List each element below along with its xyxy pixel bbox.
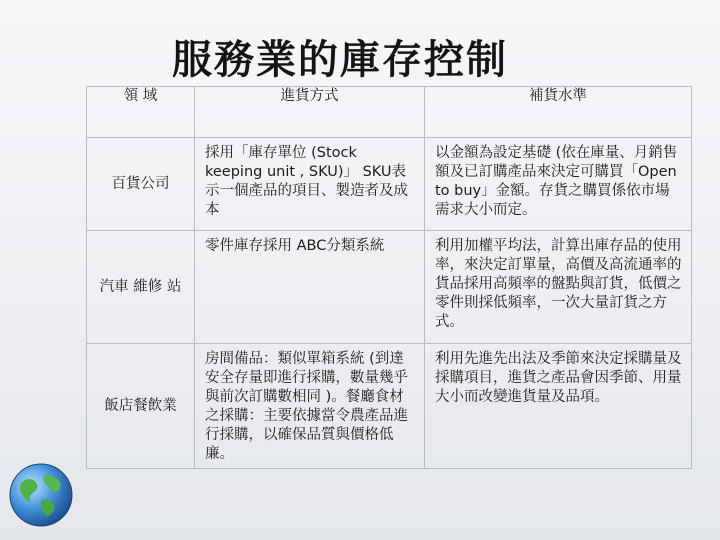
- row-level: [425, 138, 692, 231]
- row-method: [195, 231, 425, 344]
- slide-title: 服務業的庫存控制: [172, 37, 508, 83]
- row-level: [425, 231, 692, 344]
- row-level-text: 利用加權平均法，計算出庫存品的使用率，來決定訂單量，高價及高流通率的貨品採用高頻率的盤點與訂貨，低價之零件則採低頻率，一次大量訂貨之方式。: [435, 238, 682, 330]
- header-level: 補貨水準: [425, 87, 692, 138]
- globe-icon: [8, 462, 74, 528]
- inventory-table: [86, 86, 692, 469]
- table-header-row: [87, 87, 692, 138]
- row-domain: 百貨公司: [87, 138, 195, 231]
- header-domain: 領 域: [87, 87, 195, 138]
- header-method: 進貨方式: [195, 87, 425, 138]
- row-level-text: 利用先進先出法及季節來決定採購量及採購項目，進貨之產品會因季節、用量大小而改變進貨量及品項。: [435, 351, 682, 405]
- row-method: [195, 344, 425, 469]
- row-method-text: 零件庫存採用 ABC分類系統: [205, 238, 385, 254]
- row-method: [195, 138, 425, 231]
- row-domain: 汽車 維修 站: [87, 231, 195, 344]
- table-row: [87, 344, 692, 469]
- row-level-text: 以金額為設定基礎 (依在庫量、月銷售額及已訂購產品來決定可購買「Open to buy」金額。存貨之購買係依市場需求大小而定。: [435, 145, 678, 218]
- table-row: [87, 138, 692, 231]
- row-method-text: 採用「庫存單位 (Stock keeping unit , SKU)」 SKU表示一個產品的項目、製造者及成本: [205, 145, 408, 218]
- table-row: [87, 231, 692, 344]
- row-method-text: 房間備品：類似單箱系統 (到達安全存量即進行採購，數量幾乎與前次訂購數相同 )。餐廳食材之採購：主要依據當令農產品進行採購，以確保品質與價格低廉。: [205, 351, 408, 462]
- row-domain: 飯店餐飲業: [87, 344, 195, 469]
- row-level: [425, 344, 692, 469]
